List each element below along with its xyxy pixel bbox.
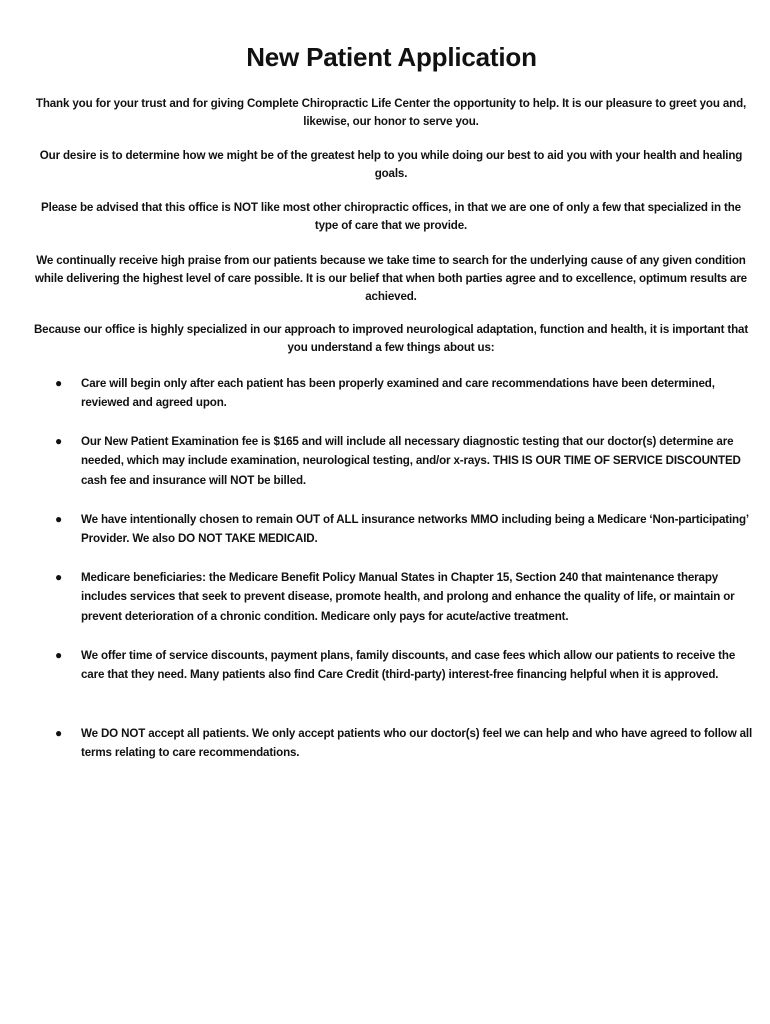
- intro-paragraph-desire: Our desire is to determine how we might be of the greatest help to you while doing our best to aid you with your health and healing goals.: [39, 149, 743, 180]
- intro-paragraph-thanks: Thank you for your trust and for giving Complete Chiropractic Life Center the opportunity to help. It is our pleasure to greet you and, likewise, our honor to serve you.: [35, 97, 747, 128]
- bullet-text: We have intentionally chosen to remain OUT of ALL insurance networks MMO including being a Medicare ‘Non-participating’ Provider. We also DO NOT TAKE MEDICAID.: [81, 513, 749, 546]
- bullet-icon: ●: [55, 570, 63, 584]
- bullet-icon: ●: [55, 512, 63, 526]
- intro-paragraph-advisory: Please be advised that this office is NOT like most other chiropractic offices, in that we are one of only a few that specialized in the type of care that we provide.: [41, 201, 741, 232]
- bullet-text: We offer time of service discounts, payment plans, family discounts, and case fees which allow our patients to receive the care that they need. Many patients also find Care Credit (third-party) interest-free financing helpful when it is approved.: [81, 649, 736, 682]
- bullet-icon: ●: [55, 648, 63, 662]
- bullet-text: Care will begin only after each patient has been properly examined and care recommendations have been determined, reviewed and agreed upon.: [81, 377, 715, 410]
- bullet-icon: ●: [55, 726, 63, 740]
- intro-paragraph-specialized: Because our office is highly specialized in our approach to improved neurological adaptation, function and health, it is important that you understand a few things about us:: [33, 323, 749, 354]
- page-title: New Patient Application: [246, 42, 537, 72]
- bullet-icon: ●: [55, 376, 63, 390]
- bullet-text: Our New Patient Examination fee is $165 and will include all necessary diagnostic testing that our doctor(s) determine are needed, which may include examination, neurological testing, and/or x-rays. THIS IS OUR TIME OF SERVICE DISCOUNTED cash fee and insurance will NOT be billed.: [81, 435, 741, 487]
- bullet-text: We DO NOT accept all patients. We only accept patients who our doctor(s) feel we can help and who have agreed to follow all terms relating to care recommendations.: [81, 727, 753, 760]
- bullet-text: Medicare beneficiaries: the Medicare Benefit Policy Manual States in Chapter 15, Section 240 that maintenance therapy includes services that seek to prevent disease, promote health, and prolong and enhance the quality of life, or maintain or prevent deterioration of a chronic condition. Medicare only pays for acute/active treatment.: [81, 571, 735, 623]
- bullet-icon: ●: [55, 434, 63, 448]
- intro-paragraph-praise: We continually receive high praise from our patients because we take time to search for the underlying cause of any given condition while delivering the highest level of care possible. It is our belief that when both parties agree and to excellence, optimum results are achieved.: [35, 254, 747, 303]
